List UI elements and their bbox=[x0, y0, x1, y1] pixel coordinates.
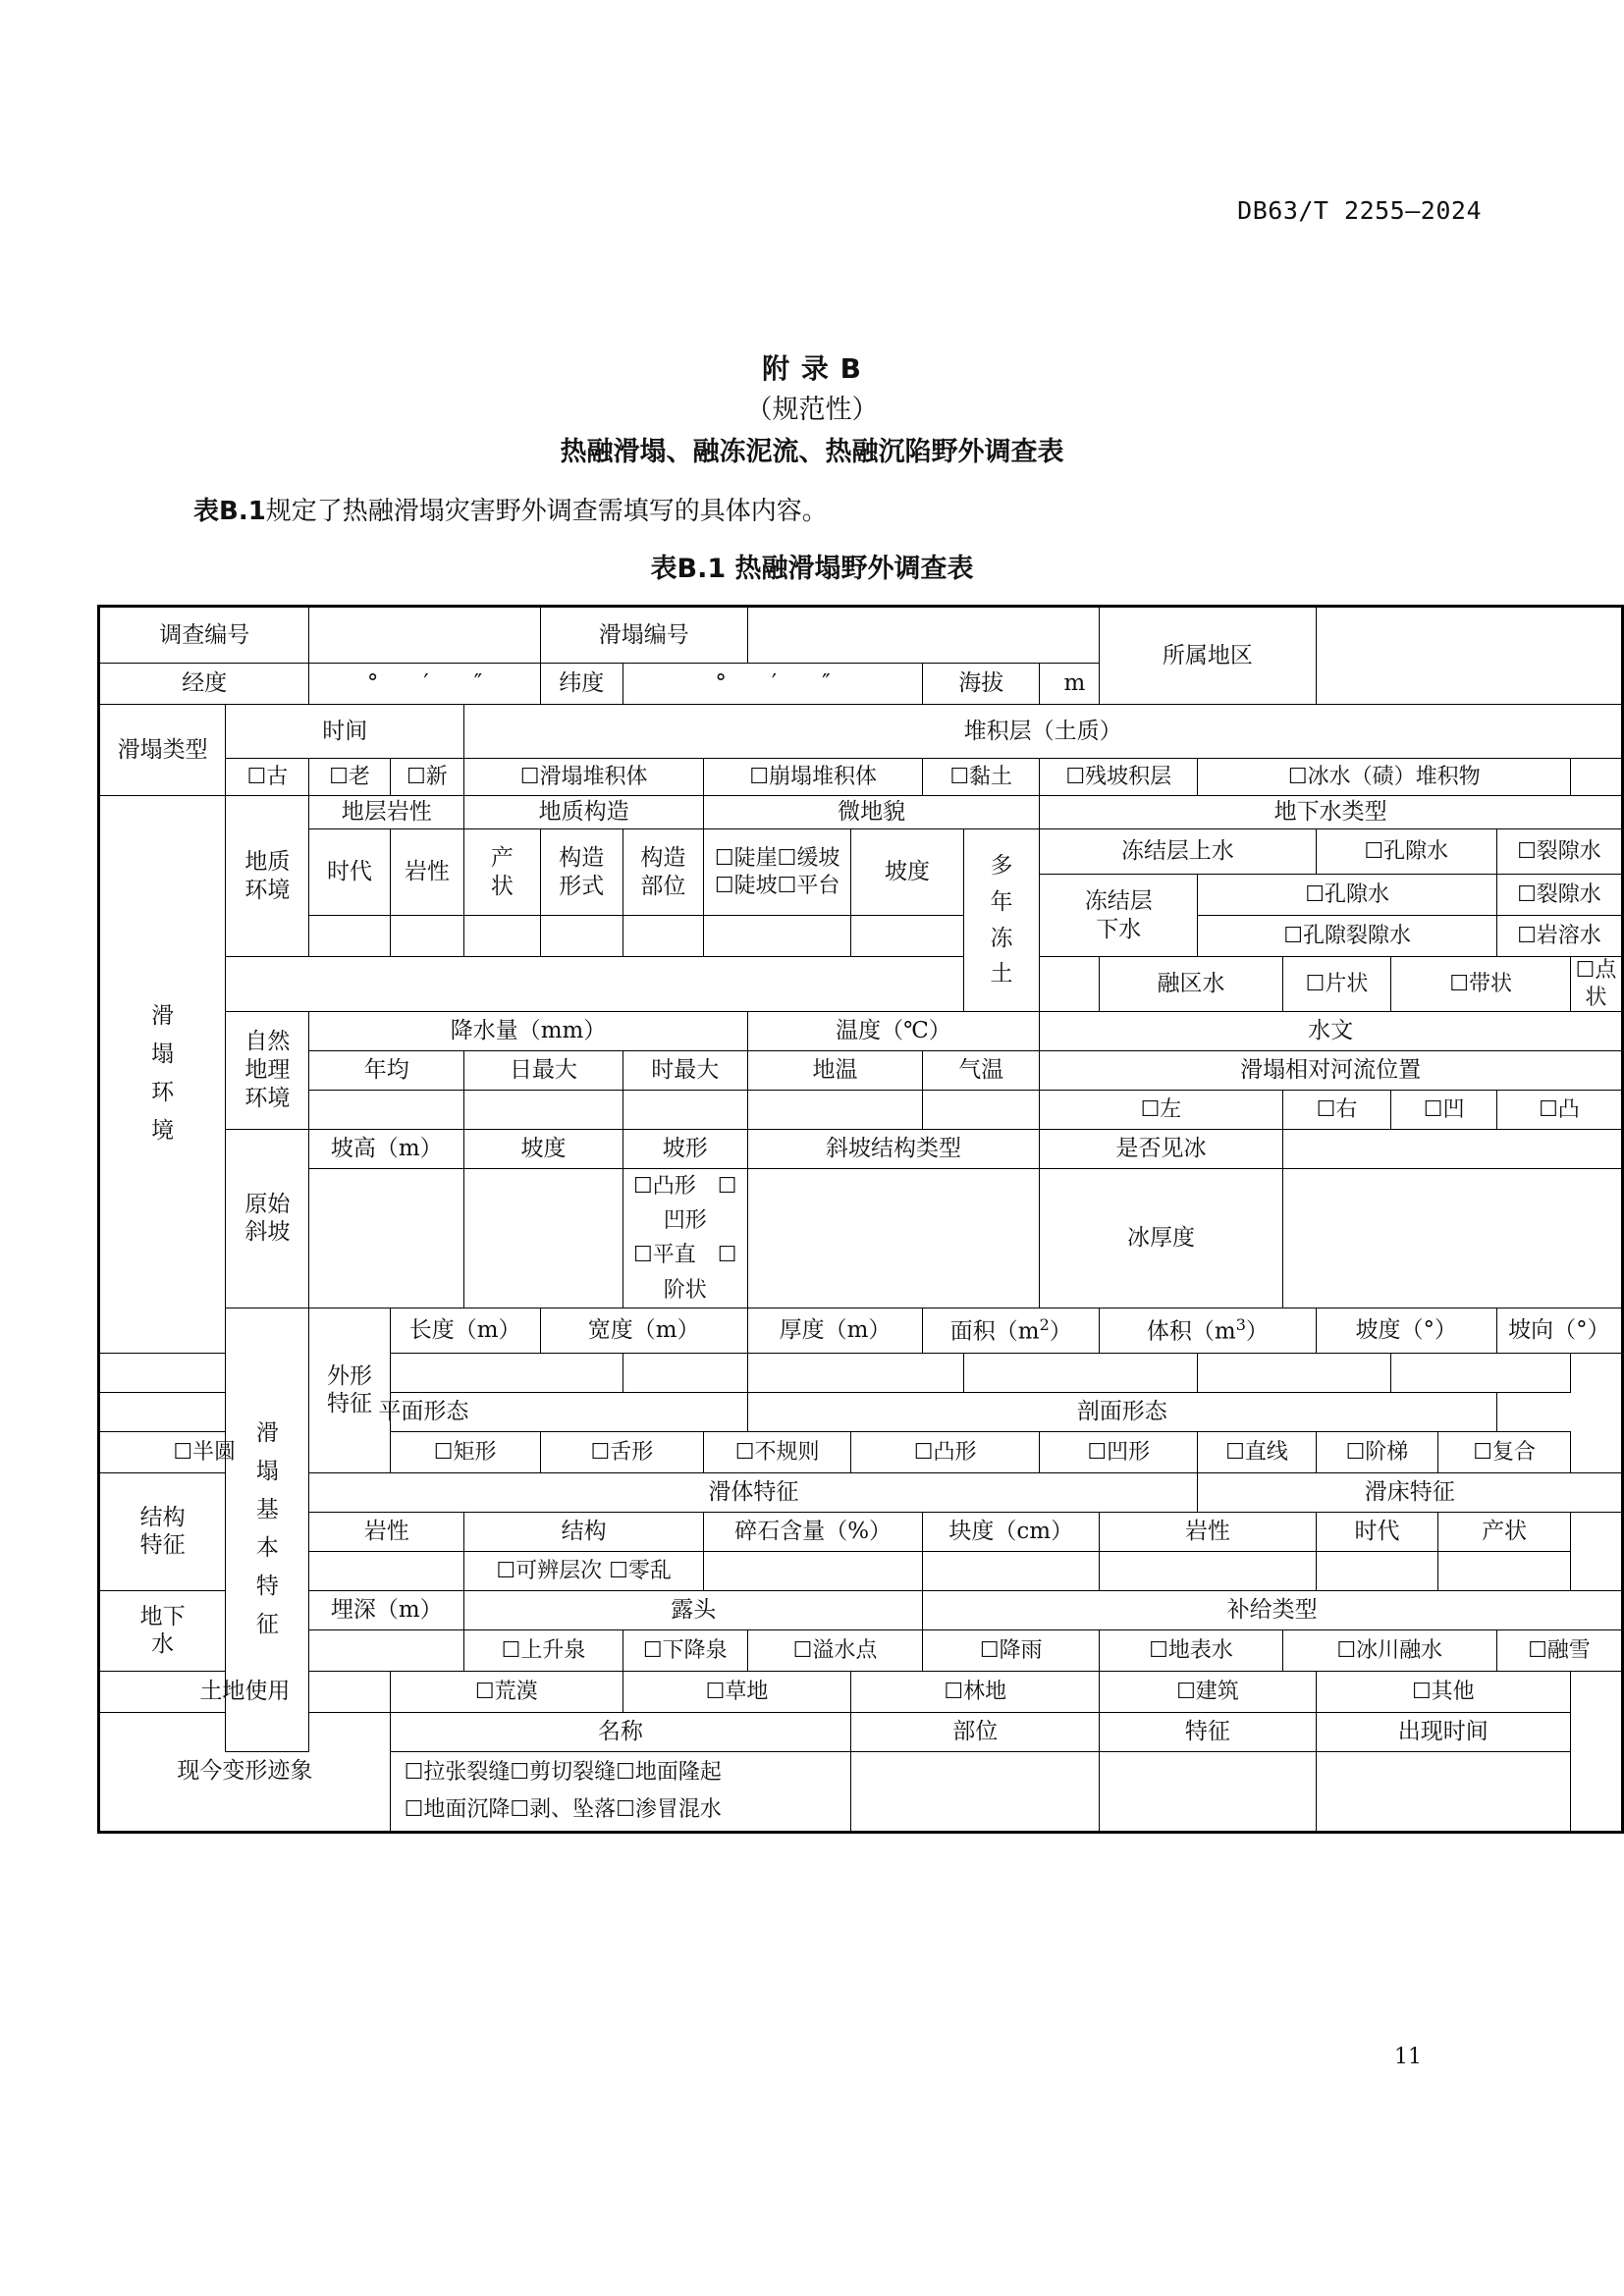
slope-struct-field[interactable] bbox=[747, 1169, 1039, 1308]
length-label: 长度（m） bbox=[390, 1308, 540, 1353]
form-row-id bbox=[99, 607, 1623, 664]
slide-type-label: 滑塌类型 bbox=[99, 705, 226, 796]
opt-overflow[interactable]: ☐溢水点 bbox=[747, 1629, 923, 1671]
deform-position-field[interactable] bbox=[851, 1751, 1100, 1832]
opt-landslide-deposit[interactable]: ☐滑塌堆积体 bbox=[464, 759, 704, 796]
length-field[interactable] bbox=[99, 1353, 309, 1392]
struct-feat-label: 结构特征 bbox=[99, 1472, 226, 1590]
intro-paragraph bbox=[193, 491, 828, 527]
form-row-struct-sub bbox=[99, 1512, 1623, 1551]
attitude-label: 产状 bbox=[464, 829, 541, 916]
bed-rock-field[interactable] bbox=[1100, 1551, 1316, 1590]
area-field[interactable] bbox=[747, 1353, 963, 1392]
landform-slope-label: 坡度 bbox=[851, 829, 964, 916]
opt-point[interactable]: ☐点状 bbox=[1571, 957, 1623, 1012]
opt-other[interactable]: ☐其他 bbox=[1316, 1671, 1570, 1712]
struct-part-label: 构造部位 bbox=[623, 829, 703, 916]
form-row-struct-header bbox=[99, 1472, 1623, 1512]
form-row-thaw-water bbox=[99, 957, 1623, 1012]
ice-thickness-field[interactable] bbox=[1282, 1169, 1622, 1308]
slope-shape-options[interactable] bbox=[623, 1169, 747, 1308]
permafrost-label: 多年冻土 bbox=[963, 829, 1039, 1012]
appendix-nature: （规范性） bbox=[745, 395, 879, 425]
latitude-label: 纬度 bbox=[540, 664, 623, 705]
appendix-heading: 热融滑塌、融冻泥流、热融沉陷野外调查表 bbox=[560, 437, 1064, 467]
hourly-max-label: 时最大 bbox=[623, 1051, 747, 1091]
groundwater-label: 地下水 bbox=[99, 1590, 226, 1671]
opt-rain[interactable]: ☐降雨 bbox=[923, 1629, 1100, 1671]
outcrop-label: 露头 bbox=[464, 1590, 923, 1629]
slope-height-field[interactable] bbox=[309, 1169, 464, 1308]
form-row-natgeo-sub bbox=[99, 1051, 1623, 1091]
opt-profile-convex[interactable]: ☐凸形 bbox=[851, 1431, 1040, 1472]
survey-no-field[interactable] bbox=[309, 607, 540, 664]
opt-new[interactable]: ☐新 bbox=[390, 759, 463, 796]
standard-code: DB63/T 2255—2024 bbox=[1237, 196, 1482, 225]
body-struct-label: 结构 bbox=[464, 1512, 704, 1551]
region-field[interactable] bbox=[1316, 607, 1622, 705]
supra-permafrost-label: 冻结层上水 bbox=[1040, 829, 1316, 875]
deform-position-label: 部位 bbox=[851, 1712, 1100, 1751]
form-row-shape-header bbox=[99, 1308, 1623, 1353]
slope-height-label: 坡高（m） bbox=[309, 1130, 464, 1169]
body-struct-options[interactable] bbox=[464, 1551, 704, 1590]
opt-clay[interactable]: ☐黏土 bbox=[923, 759, 1040, 796]
shape-slope-label: 坡度（°） bbox=[1316, 1308, 1496, 1353]
depth-label: 埋深（m） bbox=[309, 1590, 464, 1629]
micro-landform-label: 微地貌 bbox=[704, 796, 1040, 829]
altitude-label: 海拔 bbox=[923, 664, 1040, 705]
era-field[interactable] bbox=[309, 916, 390, 957]
recharge-label: 补给类型 bbox=[923, 1590, 1623, 1629]
profile-shape-label: 剖面形态 bbox=[747, 1392, 1496, 1431]
temp-label: 温度（℃） bbox=[747, 1012, 1039, 1051]
landform-options[interactable] bbox=[704, 829, 851, 916]
opt-straight[interactable]: ☐平直 bbox=[633, 1243, 696, 1268]
blocksize-field[interactable] bbox=[923, 1551, 1100, 1590]
opt-profile-concave[interactable]: ☐凹形 bbox=[1040, 1431, 1198, 1472]
slope-shape-label: 坡形 bbox=[623, 1130, 747, 1169]
gravel-field[interactable] bbox=[704, 1551, 923, 1590]
opt-semicircle[interactable]: ☐半圆 bbox=[99, 1431, 309, 1472]
form-row-struct-data bbox=[99, 1551, 1623, 1590]
opt-left[interactable]: ☐左 bbox=[1040, 1091, 1283, 1130]
strata-label: 地层岩性 bbox=[309, 796, 464, 829]
opt-karst[interactable]: ☐岩溶水 bbox=[1496, 916, 1622, 957]
lithology-field[interactable] bbox=[390, 916, 463, 957]
form-row-natgeo-data bbox=[99, 1091, 1623, 1130]
opt-ancient[interactable]: ☐古 bbox=[226, 759, 309, 796]
form-row-geology-header bbox=[99, 796, 1623, 829]
slide-no-label: 滑塌编号 bbox=[540, 607, 747, 664]
deform-feature-label: 特征 bbox=[1100, 1712, 1316, 1751]
annual-avg-label: 年均 bbox=[309, 1051, 464, 1091]
landform-field[interactable] bbox=[704, 916, 851, 957]
slide-no-field[interactable] bbox=[747, 607, 1100, 664]
struct-part-field[interactable] bbox=[623, 916, 703, 957]
nat-geo-label: 自然地理环境 bbox=[226, 1012, 309, 1130]
opt-surface-water[interactable]: ☐地表水 bbox=[1100, 1629, 1282, 1671]
opt-band[interactable]: ☐带状 bbox=[1391, 957, 1571, 1012]
width-label: 宽度（m） bbox=[540, 1308, 747, 1353]
aspect-field[interactable] bbox=[1391, 1353, 1571, 1392]
bed-era-field[interactable] bbox=[1316, 1551, 1438, 1590]
thickness-label: 厚度（m） bbox=[747, 1308, 923, 1353]
opt-fissure-water[interactable]: ☐裂隙水 bbox=[1496, 829, 1622, 875]
opt-sheet[interactable]: ☐片状 bbox=[1282, 957, 1391, 1012]
opt-chaotic[interactable]: ☐零乱 bbox=[609, 1558, 672, 1583]
form-row-gw-header bbox=[99, 1590, 1623, 1629]
table-title: 表B.1 热融滑塌野外调查表 bbox=[650, 554, 974, 584]
opt-cliff-gentle[interactable]: ☐陡崖☐缓坡 bbox=[714, 846, 840, 871]
longitude-field[interactable]: ° ′ ″ bbox=[309, 664, 540, 705]
bed-rock-label: 岩性 bbox=[1100, 1512, 1316, 1551]
deform-time-label: 出现时间 bbox=[1316, 1712, 1570, 1751]
bed-era-label: 时代 bbox=[1316, 1512, 1438, 1551]
blocksize-label: 块度（cm） bbox=[923, 1512, 1100, 1551]
opt-pore-water[interactable]: ☐孔隙水 bbox=[1316, 829, 1496, 875]
bed-attitude-field[interactable] bbox=[1438, 1551, 1571, 1590]
struct-form-label: 构造形式 bbox=[540, 829, 623, 916]
opt-deform-row2[interactable]: ☐地面沉降☐剥、坠落☐渗冒混水 bbox=[404, 1796, 722, 1822]
opt-compound[interactable]: ☐复合 bbox=[1438, 1431, 1571, 1472]
body-rock-label: 岩性 bbox=[309, 1512, 464, 1551]
landform-slope-field[interactable] bbox=[851, 916, 964, 957]
opt-snowmelt[interactable]: ☐融雪 bbox=[1496, 1629, 1622, 1671]
struct-form-field[interactable] bbox=[540, 916, 623, 957]
form-row-landuse bbox=[99, 1671, 1623, 1712]
orig-slope-label: 原始斜坡 bbox=[226, 1130, 309, 1308]
deform-options[interactable] bbox=[390, 1751, 851, 1832]
opt-rect[interactable]: ☐矩形 bbox=[390, 1431, 540, 1472]
survey-form-table bbox=[97, 605, 1624, 1834]
slope-struct-label: 斜坡结构类型 bbox=[747, 1130, 1039, 1169]
deform-name-label: 名称 bbox=[390, 1712, 851, 1751]
opt-irregular[interactable]: ☐不规则 bbox=[704, 1431, 851, 1472]
opt-building[interactable]: ☐建筑 bbox=[1100, 1671, 1316, 1712]
opt-residual[interactable]: ☐残坡积层 bbox=[1040, 759, 1198, 796]
intro-text: 规定了热融滑塌灾害野外调查需填写的具体内容。 bbox=[265, 497, 828, 526]
form-row-geology-sub1 bbox=[99, 829, 1623, 875]
opt-concave-shape[interactable]: ☐凹形 bbox=[663, 1174, 737, 1234]
time-label: 时间 bbox=[226, 705, 464, 759]
opt-old[interactable]: ☐老 bbox=[309, 759, 390, 796]
thickness-field[interactable] bbox=[623, 1353, 747, 1392]
opt-glacier-melt[interactable]: ☐冰川融水 bbox=[1282, 1629, 1496, 1671]
body-feat-label: 滑体特征 bbox=[309, 1472, 1198, 1512]
survey-no-label: 调查编号 bbox=[99, 607, 309, 664]
annual-avg-field[interactable] bbox=[309, 1091, 464, 1130]
opt-pore-fissure[interactable]: ☐孔隙裂隙水 bbox=[1198, 916, 1496, 957]
opt-ladder[interactable]: ☐阶梯 bbox=[1316, 1431, 1438, 1472]
air-temp-field[interactable] bbox=[923, 1091, 1040, 1130]
attitude-field[interactable] bbox=[464, 916, 541, 957]
precip-label: 降水量（mm） bbox=[309, 1012, 747, 1051]
bed-attitude-label: 产状 bbox=[1438, 1512, 1571, 1551]
shape-feat-label: 外形特征 bbox=[309, 1308, 390, 1472]
form-row-type-header bbox=[99, 705, 1623, 759]
gravel-label: 碎石含量（%） bbox=[704, 1512, 923, 1551]
ice-seen-label: 是否见冰 bbox=[1040, 1130, 1283, 1169]
ice-seen-field[interactable] bbox=[1282, 1130, 1622, 1169]
ground-temp-label: 地温 bbox=[747, 1051, 923, 1091]
air-temp-label: 气温 bbox=[923, 1051, 1040, 1091]
orig-slope-deg-field[interactable] bbox=[464, 1169, 623, 1308]
opt-fissure-water-2[interactable]: ☐裂隙水 bbox=[1496, 875, 1622, 916]
lithology-label: 岩性 bbox=[390, 829, 463, 916]
body-rock-field[interactable] bbox=[309, 1551, 464, 1590]
form-row-geology-data bbox=[99, 916, 1623, 957]
opt-right[interactable]: ☐右 bbox=[1282, 1091, 1391, 1130]
geo-blank-continuation bbox=[226, 957, 1100, 1012]
ice-thickness-label: 冰厚度 bbox=[1040, 1169, 1283, 1308]
opt-forest[interactable]: ☐林地 bbox=[851, 1671, 1100, 1712]
intro-table-ref: 表B.1 bbox=[193, 497, 266, 526]
opt-convex-shape[interactable]: ☐凸形 bbox=[633, 1174, 696, 1199]
opt-pore-water-2[interactable]: ☐孔隙水 bbox=[1198, 875, 1496, 916]
form-row-slope-data bbox=[99, 1169, 1623, 1308]
hourly-max-field[interactable] bbox=[623, 1091, 747, 1130]
deposit-layer-label: 堆积层（土质） bbox=[464, 705, 1623, 759]
geo-env-label: 地质环境 bbox=[226, 796, 309, 957]
land-use-label: 土地使用 bbox=[99, 1671, 391, 1712]
daily-max-label: 日最大 bbox=[464, 1051, 623, 1091]
opt-collapse-deposit[interactable]: ☐崩塌堆积体 bbox=[704, 759, 923, 796]
opt-glacial[interactable]: ☐冰水（碛）堆积物 bbox=[1198, 759, 1571, 796]
altitude-field[interactable]: m bbox=[1040, 664, 1100, 705]
river-position-label: 滑塌相对河流位置 bbox=[1040, 1051, 1623, 1091]
slide-environment-group: 滑塌环境 bbox=[99, 796, 226, 1354]
appendix-title: 附 录 B bbox=[762, 352, 862, 385]
shape-slope-field[interactable] bbox=[1198, 1353, 1391, 1392]
opt-steep-platform[interactable]: ☐陡坡☐平台 bbox=[714, 873, 840, 898]
plan-shape-label: 平面形态 bbox=[99, 1392, 748, 1431]
form-row-type-options bbox=[99, 759, 1623, 796]
longitude-label: 经度 bbox=[99, 664, 309, 705]
opt-line[interactable]: ☐直线 bbox=[1198, 1431, 1316, 1472]
form-row-natgeo-header bbox=[99, 1012, 1623, 1051]
basic-features-group: 滑塌基本特征 bbox=[226, 1308, 309, 1751]
opt-tongue[interactable]: ☐舌形 bbox=[540, 1431, 703, 1472]
width-field[interactable] bbox=[390, 1353, 623, 1392]
hydrology-label: 水文 bbox=[1040, 1012, 1623, 1051]
region-label: 所属地区 bbox=[1100, 607, 1316, 705]
area-label: 面积$(m^2)$ bbox=[923, 1308, 1100, 1353]
opt-up-spring[interactable]: ☐上升泉 bbox=[464, 1629, 623, 1671]
opt-desert[interactable]: ☐荒漠 bbox=[390, 1671, 623, 1712]
gw-type-label: 地下水类型 bbox=[1040, 796, 1623, 829]
bed-feat-label: 滑床特征 bbox=[1198, 1472, 1623, 1512]
page-number: 11 bbox=[1394, 2045, 1422, 2069]
thaw-water-label: 融区水 bbox=[1100, 957, 1282, 1012]
form-row-slope-header bbox=[99, 1130, 1623, 1169]
opt-concave[interactable]: ☐凹 bbox=[1391, 1091, 1497, 1130]
opt-grass[interactable]: ☐草地 bbox=[623, 1671, 850, 1712]
ground-temp-field[interactable] bbox=[747, 1091, 923, 1130]
opt-layered[interactable]: ☐可辨层次 bbox=[496, 1558, 603, 1583]
volume-field[interactable] bbox=[963, 1353, 1198, 1392]
deform-label: 现今变形迹象 bbox=[99, 1712, 391, 1832]
opt-down-spring[interactable]: ☐下降泉 bbox=[623, 1629, 747, 1671]
volume-label: 体积$(m^3)$ bbox=[1100, 1308, 1316, 1353]
deform-feature-field[interactable] bbox=[1100, 1751, 1316, 1832]
opt-stepped[interactable]: ☐阶状 bbox=[663, 1243, 737, 1303]
orig-slope-deg-label: 坡度 bbox=[464, 1130, 623, 1169]
depth-field[interactable] bbox=[309, 1629, 464, 1671]
aspect-label: 坡向（°） bbox=[1496, 1308, 1622, 1353]
form-row-deform-header bbox=[99, 1712, 1623, 1751]
daily-max-field[interactable] bbox=[464, 1091, 623, 1130]
era-label: 时代 bbox=[309, 829, 390, 916]
opt-convex[interactable]: ☐凸 bbox=[1496, 1091, 1622, 1130]
geo-structure-label: 地质构造 bbox=[464, 796, 704, 829]
opt-deform-row1[interactable]: ☐拉张裂缝☐剪切裂缝☐地面隆起 bbox=[404, 1760, 722, 1786]
deform-time-field[interactable] bbox=[1316, 1751, 1570, 1832]
sub-permafrost-label: 冻结层下水 bbox=[1040, 875, 1198, 957]
form-row-gw-options bbox=[99, 1629, 1623, 1671]
latitude-field[interactable]: ° ′ ″ bbox=[623, 664, 922, 705]
